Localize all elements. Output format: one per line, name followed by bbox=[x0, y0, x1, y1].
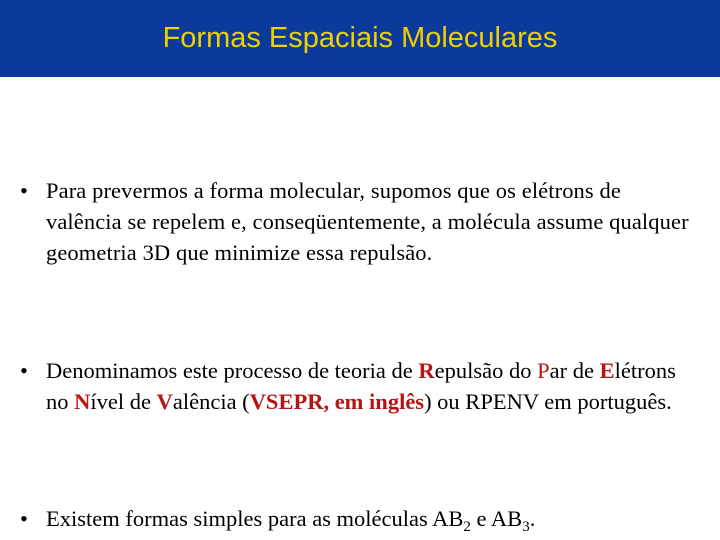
text-run: ) ou RPENV em português. bbox=[424, 389, 672, 414]
text-run: Denominamos este processo de teoria de bbox=[46, 358, 419, 383]
slide-title: Formas Espaciais Moleculares bbox=[162, 22, 558, 54]
acronym-letter-e: E bbox=[599, 358, 615, 383]
text-run: . bbox=[529, 506, 536, 531]
text-run: Existem formas simples para as moléculas AB bbox=[46, 506, 464, 531]
bullet-text-3 bbox=[46, 503, 700, 534]
text-run: alência ( bbox=[172, 389, 250, 414]
bullet-item-2 bbox=[20, 355, 700, 417]
acronym-letter-r: R bbox=[418, 358, 435, 383]
text-run: ar de bbox=[549, 358, 600, 383]
bullet-dot: • bbox=[20, 178, 28, 203]
subscript-3: 3 bbox=[522, 519, 530, 535]
bullet-dot: • bbox=[20, 506, 28, 531]
acronym-letter-v: V bbox=[156, 389, 173, 414]
bullet-dot: • bbox=[20, 358, 28, 383]
text-run: létrons no bbox=[46, 358, 676, 414]
acronym-letter-p: P bbox=[537, 358, 550, 383]
subscript-2: 2 bbox=[463, 519, 471, 535]
bullet-text-1: Para prevermos a forma molecular, supomos que os elétrons de valência se repelem e, conseqüentemente, a molécula assume qualquer geometria 3D que minimize essa repulsão. bbox=[46, 178, 689, 265]
acronym-letter-n: N bbox=[74, 389, 91, 414]
text-run: epulsão do bbox=[434, 358, 538, 383]
acronym-vsepr: VSEPR, em inglês bbox=[249, 389, 425, 414]
bullet-item-1 bbox=[20, 175, 700, 268]
text-run: ível de bbox=[90, 389, 157, 414]
bullet-item-3 bbox=[20, 503, 700, 534]
text-run: e AB bbox=[470, 506, 523, 531]
bullet-text-2 bbox=[46, 355, 700, 417]
